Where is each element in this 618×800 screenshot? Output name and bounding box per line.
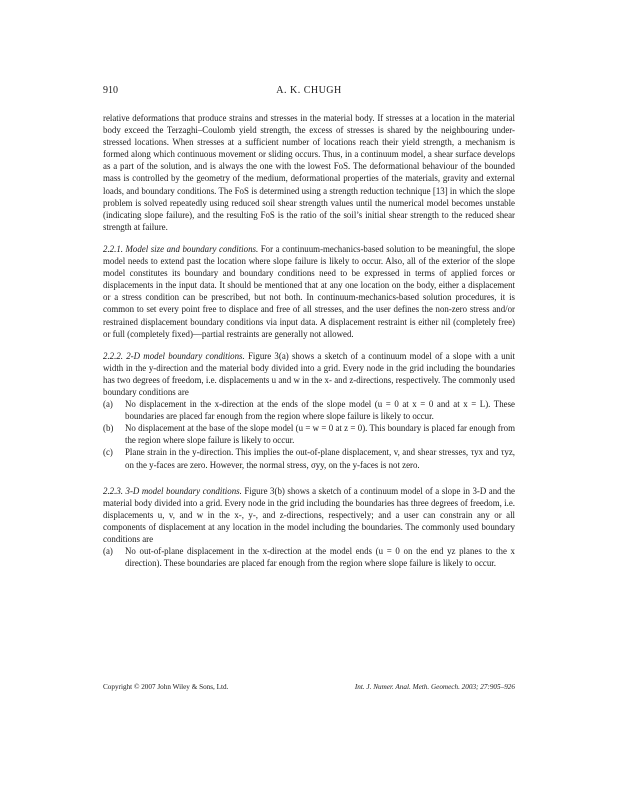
copyright-notice: Copyright © 2007 John Wiley & Sons, Ltd.	[103, 683, 229, 691]
section-2-2-3	[103, 485, 515, 545]
section-text: Figure 3(a) shows a sketch of a continuum model of a slope with a unit width in the y-direction and the material body divided into a grid. Every node in the grid including the boundaries has two degrees of freedom, i.e. displacements u and w in the x- and z-directions, respectively. The commonly used boundary conditions are	[103, 350, 515, 397]
running-author: A. K. CHUGH	[276, 85, 342, 96]
section-text: Figure 3(b) shows a sketch of a continuum model of a slope in 3-D and the material body divided into a grid. Every node in the grid including the boundaries has three degrees of freedom, i.e. displacements u, v, and w in the x-, y-, and z-directions, respectively; and a user can constrain any or all components of displacement at any location in the model including the boundaries. The commonly used boundary conditions are	[103, 485, 515, 544]
boundary-conditions-list-2d	[103, 398, 515, 471]
section-heading: 2.2.2. 2-D model boundary conditions.	[103, 350, 245, 361]
item-text: Plane strain in the y-direction. This implies the out-of-plane displacement, v, and shear stresses, τyx and τyz, on the y-faces are zero. However, the normal stress, σyy, on the y-faces is not zero.	[125, 447, 515, 470]
item-label: (c)	[103, 447, 113, 458]
item-text: No out-of-plane displacement in the x-direction at the model ends (u = 0 on the end yz planes to the x direction). These boundaries are placed far enough from the region where slope failure is likely to occur.	[125, 546, 515, 569]
item-label: (a)	[103, 546, 113, 557]
list-item	[103, 446, 515, 470]
item-label: (a)	[103, 399, 113, 410]
section-text: For a continuum-mechanics-based solution to be meaningful, the slope model needs to extend past the location where slope failure is likely to occur. Also, all of the exterior of the slope model constitutes its boundary and boundary conditions need to be expressed in terms of applied forces or displacements in the input data. It should be mentioned that at any one location on the body, either a displacement or a stress condition can be prescribed, but not both. In continuum-mechanics-based solution procedures, it is common to set every point free to displace and free of all stresses, and the user defines the non-zero stress and/or restrained displacement boundary conditions via input data. A displacement restraint is either nil (completely free) or full (completely fixed)—partial restraints are generally not allowed.	[103, 243, 515, 339]
section-2-2-1	[103, 243, 515, 340]
list-item	[103, 398, 515, 422]
boundary-conditions-list-3d	[103, 545, 515, 569]
page-footer	[103, 683, 515, 695]
list-item	[103, 422, 515, 446]
journal-citation: Int. J. Numer. Anal. Meth. Geomech. 2003; 27:905–926	[354, 683, 515, 691]
item-label: (b)	[103, 423, 114, 434]
item-text: No displacement at the base of the slope model (u = w = 0 at z = 0). This boundary is placed far enough from the region where slope failure is likely to occur.	[125, 423, 515, 446]
intro-paragraph: relative deformations that produce strains and stresses in the material body. If stresses at a location in the material body exceed the Terzaghi–Coulomb yield strength, the excess of stresses is shared by the neighbouring under-stressed locations. When stresses at a sufficient number of locations reach their yield strength, a mechanism is formed along which continuous movement or sliding occurs. Thus, in a continuum model, a shear surface develops as a part of the solution, and is always the one with the lowest FoS. The deformational behaviour of the bounded mass is controlled by the geometry of the medium, deformational properties of the materials, gravity and external loads, and boundary conditions. The FoS is determined using a strength reduction technique [13] in which the slope problem is solved repeatedly using reduced soil shear strength values until the numerical model becomes unstable (indicating slope failure), and the resulting FoS is the ratio of the soil’s initial shear strength to the reduced shear strength at failure.	[103, 113, 515, 232]
page-number: 910	[103, 85, 118, 96]
body-text	[103, 112, 515, 569]
page-header	[103, 85, 515, 99]
item-text: No displacement in the x-direction at the ends of the slope model (u = 0 at x = 0 and at x = L). These boundaries are placed far enough from the region where slope failure is likely to occur.	[125, 399, 515, 422]
list-item	[103, 545, 515, 569]
section-heading: 2.2.3. 3-D model boundary conditions.	[103, 485, 242, 496]
section-2-2-2	[103, 350, 515, 398]
section-heading: 2.2.1. Model size and boundary conditions.	[103, 243, 259, 254]
